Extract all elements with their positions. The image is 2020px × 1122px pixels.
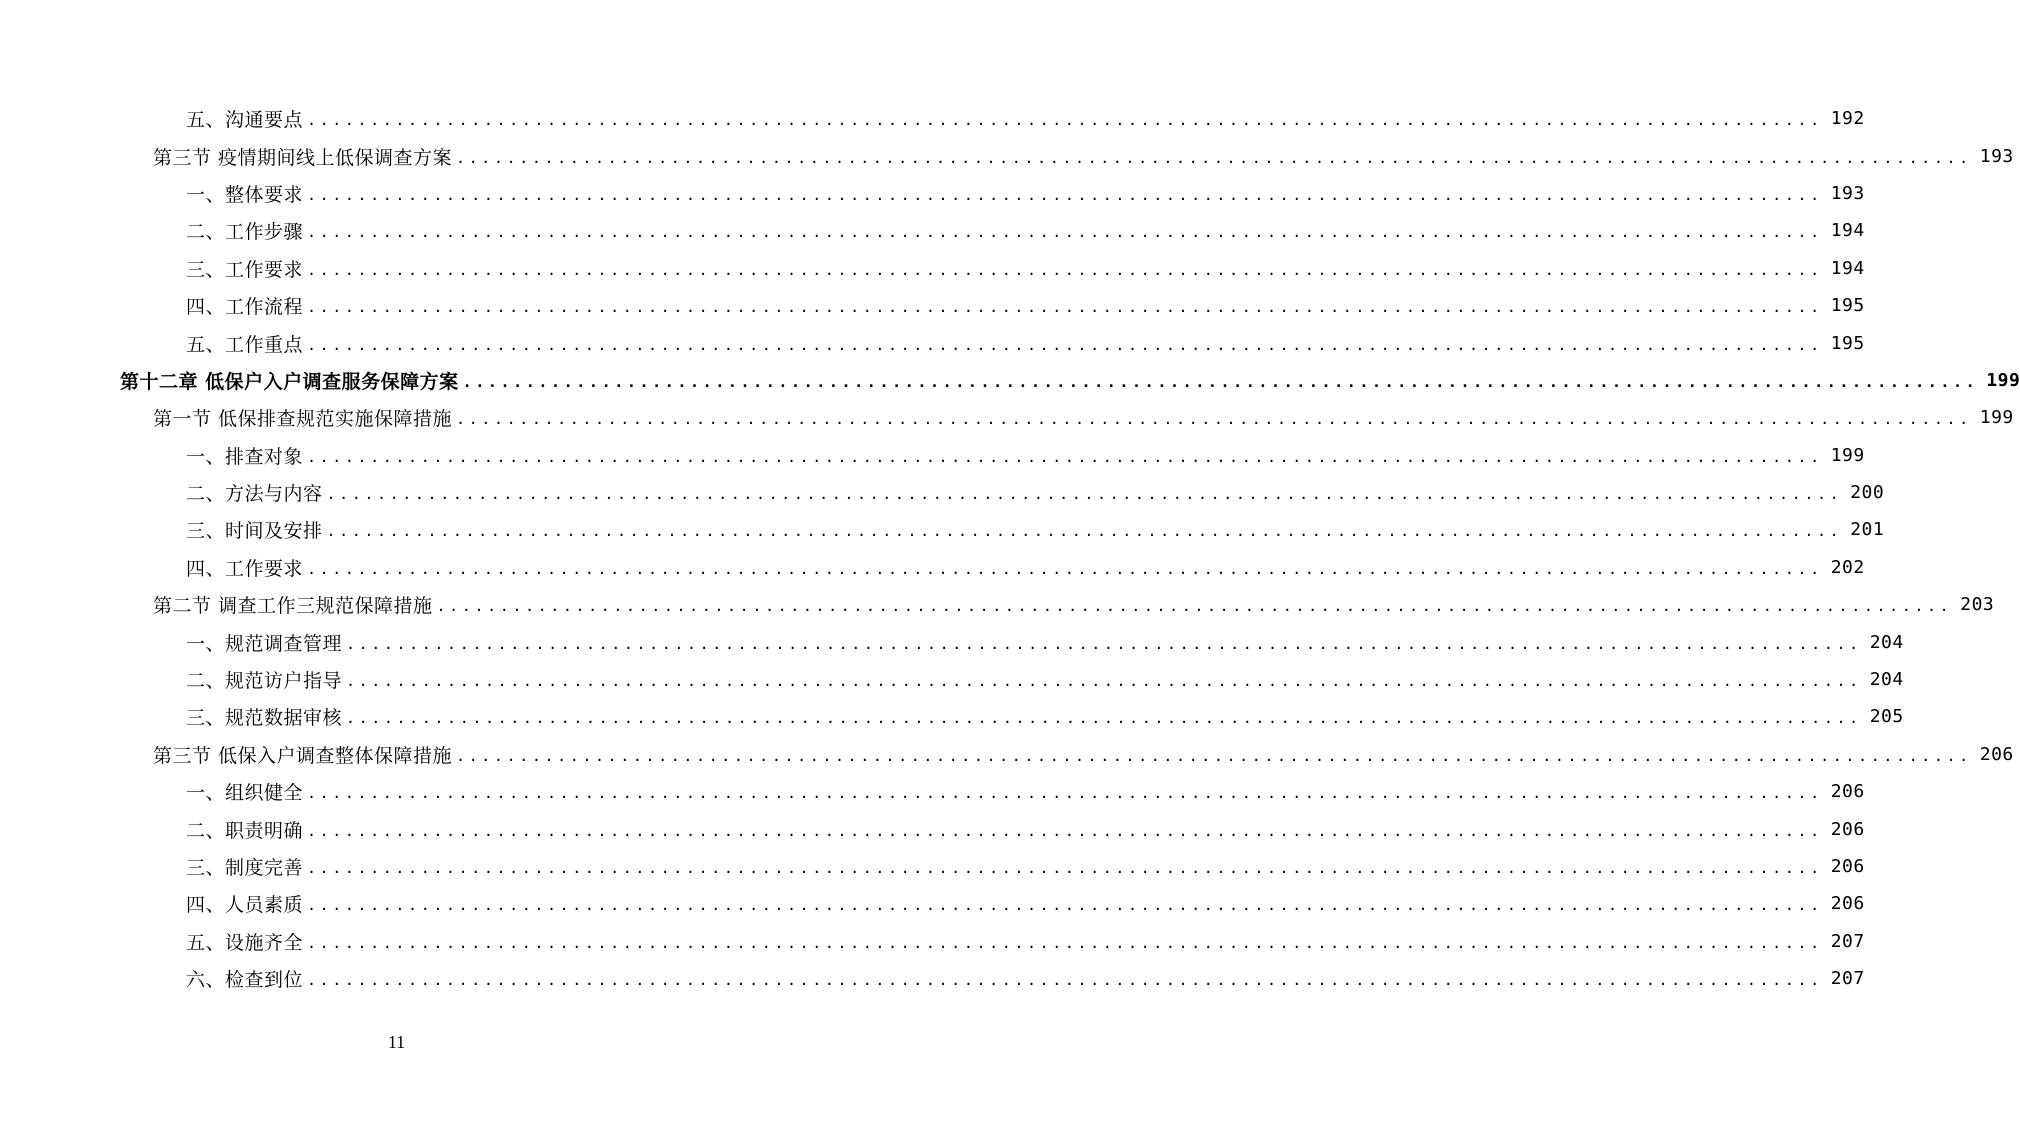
table-of-contents: [0, 100, 2020, 997]
toc-entry-page: 203: [1960, 594, 1995, 616]
dot-leader: ........................................................................................................................: [456, 746, 1972, 765]
toc-entry[interactable]: [0, 623, 1904, 660]
toc-entry-page: 195: [1830, 332, 1865, 354]
toc-entry[interactable]: [0, 100, 1865, 137]
dot-leader: ........................................................................................................................: [307, 933, 1823, 952]
toc-entry[interactable]: [0, 810, 1865, 847]
toc-entry-page: 195: [1830, 295, 1865, 317]
dot-leader: ........................................................................................................................: [456, 148, 1972, 167]
toc-entry[interactable]: [0, 661, 1904, 698]
toc-entry-title: 一、规范调查管理: [186, 632, 343, 655]
toc-entry-page: 204: [1869, 669, 1904, 691]
toc-chapter-entry[interactable]: [0, 362, 2020, 399]
toc-entry-title: 四、工作流程: [186, 296, 304, 319]
toc-entry-title: 四、人员素质: [186, 894, 304, 917]
toc-entry-title: 三、工作要求: [186, 258, 304, 281]
toc-entry[interactable]: [0, 399, 2014, 436]
toc-entry-page: 199: [1979, 407, 2014, 429]
toc-entry[interactable]: [0, 287, 1865, 324]
toc-entry[interactable]: [0, 773, 1865, 810]
dot-leader: ........................................................................................................................: [346, 672, 1862, 691]
toc-entry[interactable]: [0, 324, 1865, 361]
toc-entry-page: 193: [1979, 145, 2014, 167]
toc-entry-title: 一、组织健全: [186, 782, 304, 805]
dot-leader: ........................................................................................................................: [326, 485, 1843, 504]
toc-entry-title: 二、职责明确: [186, 819, 304, 842]
toc-entry[interactable]: [0, 736, 2014, 773]
toc-entry-title: 三、规范数据审核: [186, 707, 343, 730]
toc-entry-page: 194: [1830, 220, 1865, 242]
toc-entry[interactable]: [0, 511, 1885, 548]
toc-entry-title: 六、检查到位: [186, 969, 304, 992]
dot-leader: ........................................................................................................................: [307, 335, 1823, 354]
toc-entry-title: 一、整体要求: [186, 183, 304, 206]
toc-entry-page: 206: [1830, 818, 1865, 840]
toc-entry[interactable]: [0, 960, 1865, 997]
dot-leader: ........................................................................................................................: [307, 111, 1823, 130]
toc-entry-page: 205: [1869, 706, 1904, 728]
toc-entry-page: 202: [1830, 556, 1865, 578]
toc-entry-title: 二、规范访户指导: [186, 670, 343, 693]
dot-leader: ........................................................................................................................: [326, 522, 1843, 541]
toc-entry-page: 193: [1830, 182, 1865, 204]
dot-leader: ........................................................................................................................: [307, 298, 1823, 317]
toc-entry-page: 201: [1850, 519, 1885, 541]
toc-entry-title: 第三节 低保入户调查整体保障措施: [153, 744, 453, 767]
toc-entry-title: 第二节 调查工作三规范保障措施: [153, 595, 433, 618]
dot-leader: ........................................................................................................................: [307, 971, 1823, 990]
toc-entry[interactable]: [0, 885, 1865, 922]
toc-entry-title: 五、设施齐全: [186, 931, 304, 954]
toc-entry-page: 200: [1850, 482, 1885, 504]
dot-leader: ........................................................................................................................: [307, 784, 1823, 803]
toc-entry[interactable]: [0, 698, 1904, 735]
dot-leader: ........................................................................................................................: [307, 447, 1823, 466]
toc-entry-page: 207: [1830, 968, 1865, 990]
dot-leader: ........................................................................................................................: [462, 372, 1979, 391]
toc-entry-page: 199: [1986, 369, 2020, 391]
dot-leader: ........................................................................................................................: [346, 709, 1862, 728]
toc-entry-title: 一、排查对象: [186, 445, 304, 468]
dot-leader: ........................................................................................................................: [456, 410, 1972, 429]
dot-leader: ........................................................................................................................: [307, 260, 1823, 279]
dot-leader: ........................................................................................................................: [346, 634, 1862, 653]
toc-entry-page: 207: [1830, 930, 1865, 952]
page-number: 11: [387, 1032, 406, 1052]
toc-entry-title: 第一节 低保排查规范实施保障措施: [153, 408, 453, 431]
toc-entry-page: 206: [1830, 781, 1865, 803]
toc-entry-page: 206: [1830, 856, 1865, 877]
dot-leader: ........................................................................................................................: [307, 859, 1823, 877]
dot-leader: ........................................................................................................................: [307, 185, 1823, 204]
toc-entry-page: 199: [1830, 444, 1865, 466]
toc-entry[interactable]: [0, 212, 1865, 249]
toc-entry[interactable]: [0, 586, 1995, 623]
dot-leader: ........................................................................................................................: [307, 821, 1823, 840]
toc-entry[interactable]: [0, 137, 2014, 174]
dot-leader: ........................................................................................................................: [307, 896, 1823, 915]
toc-entry-title: 五、工作重点: [186, 333, 304, 356]
toc-entry-title: 二、方法与内容: [186, 483, 323, 506]
toc-entry-title: 四、工作要求: [186, 557, 304, 580]
toc-entry-page: 204: [1869, 631, 1904, 653]
toc-entry-title: 三、时间及安排: [186, 520, 323, 543]
toc-entry-page: 192: [1830, 108, 1865, 130]
toc-entry[interactable]: [0, 437, 1865, 474]
toc-entry-page: 206: [1979, 743, 2014, 765]
toc-entry-title: 第十二章 低保户入户调查服务保障方案: [120, 370, 459, 393]
toc-entry[interactable]: [0, 250, 1865, 287]
toc-entry-title: 二、工作步骤: [186, 221, 304, 244]
toc-entry[interactable]: [0, 549, 1865, 586]
toc-entry-title: 五、沟通要点: [186, 109, 304, 132]
dot-leader: ........................................................................................................................: [307, 559, 1823, 578]
toc-entry[interactable]: [0, 474, 1885, 511]
dot-leader: ........................................................................................................................: [307, 223, 1823, 242]
toc-entry[interactable]: [0, 175, 1865, 212]
toc-entry[interactable]: [0, 848, 1865, 885]
toc-entry-page: 194: [1830, 257, 1865, 279]
toc-entry[interactable]: [0, 923, 1865, 960]
dot-leader: ........................................................................................................................: [436, 597, 1953, 616]
toc-entry-title: 三、制度完善: [186, 857, 304, 879]
toc-entry-page: 206: [1830, 893, 1865, 915]
toc-entry-title: 第三节 疫情期间线上低保调查方案: [153, 146, 453, 169]
